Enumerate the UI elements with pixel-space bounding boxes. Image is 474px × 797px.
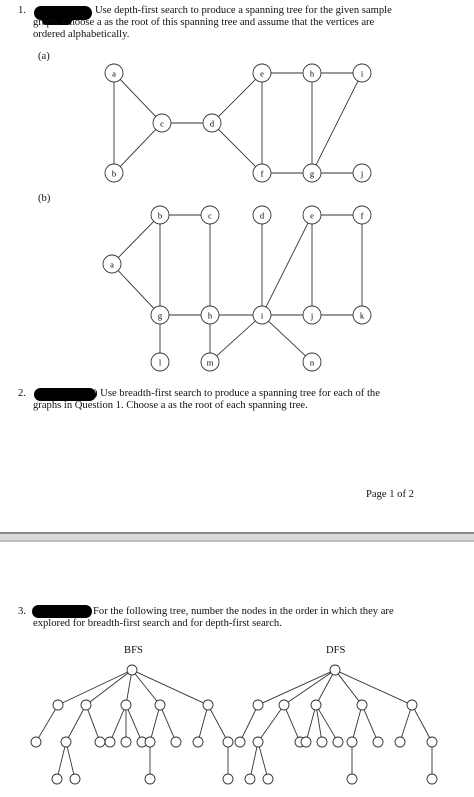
dfs-tree-edge <box>307 710 314 737</box>
bfs-tree-node <box>127 665 137 675</box>
part-b-label: (b) <box>38 193 51 204</box>
bfs-tree-node <box>155 700 165 710</box>
dfs-tree-node <box>373 737 383 747</box>
bfs-tree-node <box>223 774 233 784</box>
bfs-tree-edge <box>162 710 174 738</box>
bfs-tree-edge <box>112 710 124 738</box>
bfs-tree-node <box>31 737 41 747</box>
question-1-line-1: Use depth-first search to produce a spanning tree for the given sample <box>95 5 392 16</box>
dfs-tree-node <box>330 665 340 675</box>
graph-b-node-label: n <box>309 357 315 368</box>
graph-a-node-label: a <box>112 68 116 79</box>
dfs-tree-edge <box>353 710 360 737</box>
graph-b-node-label: m <box>206 357 214 368</box>
question-1-line-3: ordered alphabetically. <box>33 29 130 40</box>
bfs-tree-edge <box>88 710 98 738</box>
bfs-tree-node <box>121 700 131 710</box>
graph-b-node-label: j <box>310 310 314 321</box>
bfs-tree-node <box>145 774 155 784</box>
graph-b-node-label: f <box>360 210 364 221</box>
question-1-line-2: graph. Choose a as the root of this spanning tree and assume that the vertices are <box>33 17 375 28</box>
graph-b-node-b <box>151 206 169 224</box>
bfs-tree-node <box>145 737 155 747</box>
page-2 <box>0 542 474 797</box>
dfs-tree-edge <box>340 672 408 703</box>
dfs-tree-node <box>333 737 343 747</box>
graph-b-node-d <box>253 206 271 224</box>
dfs-tree-node <box>301 737 311 747</box>
dfs-tree-edge <box>364 710 376 738</box>
dfs-tree-node <box>235 737 245 747</box>
bfs-tree-edge <box>58 747 65 774</box>
question-3-line-1: For the following tree, number the nodes in the order in which they are <box>93 606 394 617</box>
dfs-tree-edge <box>259 747 266 774</box>
bfs-tree-node <box>121 737 131 747</box>
bfs-tree-edge <box>210 709 225 737</box>
bfs-tree-node <box>95 737 105 747</box>
dfs-tree-edge <box>414 709 429 737</box>
bfs-tree-node <box>81 700 91 710</box>
question-2-line-1: ) Use breadth-first search to produce a spanning tree for each of the <box>94 388 380 399</box>
graph-b-node-n <box>303 353 321 371</box>
graph-b-node-j <box>303 306 321 324</box>
bfs-tree-node <box>105 737 115 747</box>
dfs-tree-node <box>427 737 437 747</box>
graph-a-node-label: h <box>309 68 315 79</box>
question-1-number: 1. <box>18 5 26 16</box>
graph-b-node-label: k <box>359 310 365 321</box>
graph-b-node-label: c <box>208 210 212 221</box>
dfs-tree-node <box>253 737 263 747</box>
bfs-tree-edge <box>39 709 56 737</box>
bfs-tree-node <box>171 737 181 747</box>
bfs-tree-node <box>61 737 71 747</box>
dfs-tree-node <box>347 737 357 747</box>
graph-b-node-k <box>353 306 371 324</box>
bfs-tree-edge <box>199 710 206 737</box>
graph-b-node-label: b <box>157 210 163 221</box>
dfs-tree-node <box>427 774 437 784</box>
bfs-tree-edge <box>68 709 83 737</box>
dfs-tree-edge <box>338 674 359 701</box>
graph-b-edge-i-m <box>217 321 256 356</box>
graph-b-node-l <box>151 353 169 371</box>
graph-b-node-e <box>303 206 321 224</box>
dfs-tree-edge <box>318 674 332 700</box>
bfs-tree-edge <box>135 674 157 701</box>
dfs-tree-edge <box>286 710 298 738</box>
graph-a-node-label: d <box>209 118 215 129</box>
graph-b-node-label: h <box>207 310 213 321</box>
bfs-tree-node <box>70 774 80 784</box>
graph-b-node-h <box>201 306 219 324</box>
graph-a-node-label: f <box>260 168 264 179</box>
bfs-label: BFS <box>124 645 143 656</box>
graph-b-node-label: d <box>259 210 265 221</box>
graph-b-edge-a-b <box>118 221 153 257</box>
bfs-tree-node <box>203 700 213 710</box>
dfs-tree-node <box>357 700 367 710</box>
part-a-label: (a) <box>38 51 50 62</box>
dfs-tree-node <box>263 774 273 784</box>
graph-b-node-label: a <box>110 259 114 270</box>
graph-a-node-label: j <box>360 168 364 179</box>
dfs-tree-node <box>407 700 417 710</box>
dfs-tree-edge <box>402 710 411 737</box>
graph-b-node-i <box>253 306 271 324</box>
question-3-number: 3. <box>18 606 26 617</box>
dfs-tree-node <box>317 737 327 747</box>
question-3-line-2: explored for breadth-first search and for depth-first search. <box>33 618 282 629</box>
dfs-tree-edge <box>263 672 331 703</box>
bfs-tree-edge <box>151 710 158 737</box>
bfs-tree-edge <box>137 672 204 703</box>
dfs-label: DFS <box>326 645 346 656</box>
dfs-tree-edge <box>319 709 336 737</box>
graph-b-node-label: i <box>260 310 264 321</box>
bfs-tree-edge <box>67 747 74 774</box>
bfs-tree-edge <box>127 675 131 700</box>
graph-a-node-label: e <box>260 68 264 79</box>
graph-b-node-label: l <box>158 357 162 368</box>
graph-b-node-label: e <box>310 210 314 221</box>
graph-b-edge-a-g <box>118 271 154 309</box>
bfs-tree-node <box>223 737 233 747</box>
graph-a-node-label: g <box>309 168 315 179</box>
trees <box>0 542 474 797</box>
bfs-tree-node <box>193 737 203 747</box>
dfs-tree-node <box>253 700 263 710</box>
bfs-tree-node <box>53 700 63 710</box>
dfs-tree-node <box>347 774 357 784</box>
bfs-tree-node <box>52 774 62 784</box>
graph-a-node-label: b <box>111 168 117 179</box>
graph-b-node-g <box>151 306 169 324</box>
graph-b-node-c <box>201 206 219 224</box>
graph-b-node-m <box>201 353 219 371</box>
graph-b-edge-i-n <box>269 321 306 356</box>
graph-a-node-label: i <box>360 68 364 79</box>
page-separator <box>0 532 474 542</box>
dfs-tree-node <box>245 774 255 784</box>
page-number: Page 1 of 2 <box>366 489 414 500</box>
dfs-tree-node <box>279 700 289 710</box>
graph-b-node-f <box>353 206 371 224</box>
bfs-tree-edge <box>128 710 140 738</box>
graph-b-edge-i-e <box>266 223 308 307</box>
question-2-number: 2. <box>18 388 26 399</box>
dfs-tree-edge <box>317 710 321 737</box>
graph-a-node-label: c <box>160 118 164 129</box>
dfs-tree-node <box>311 700 321 710</box>
dfs-tree-edge <box>261 709 281 738</box>
question-2-line-2: graphs in Question 1. Choose a as the root of each spanning tree. <box>33 400 308 411</box>
dfs-tree-edge <box>288 673 331 702</box>
dfs-tree-edge <box>242 709 256 737</box>
dfs-tree-edge <box>251 747 257 774</box>
dfs-tree-node <box>395 737 405 747</box>
graph-b-node-label: g <box>157 310 163 321</box>
graph-b-node-a <box>103 255 121 273</box>
